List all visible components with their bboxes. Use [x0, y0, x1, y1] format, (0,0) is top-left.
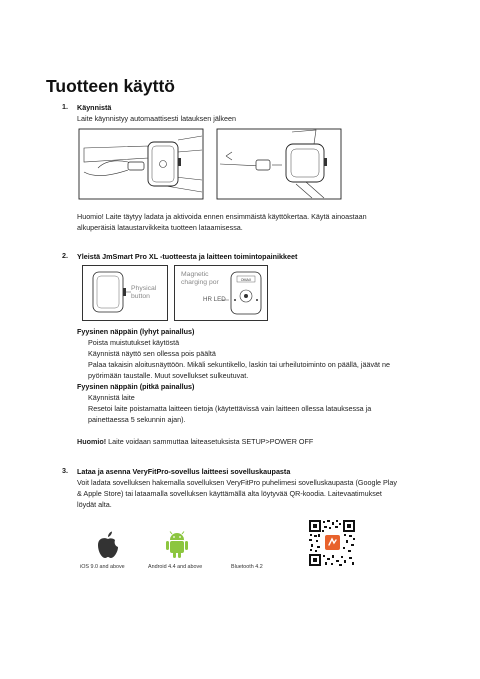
section-2-body [77, 326, 417, 447]
physical-label-line-2: button [131, 293, 150, 300]
section-3-line-1: Voit ladata sovelluksen hakemalla sovelluksen VeryFitPro puhelimesi sovelluskaupasta (Google Play [77, 478, 398, 487]
section-2-heading-wrap [77, 251, 297, 262]
section-1-number: 1. [62, 102, 68, 111]
section-3-number: 3. [62, 466, 68, 475]
section-3-heading: Lataa ja asenna VeryFitPro-sovellus laitteesi sovelluskaupasta [77, 467, 291, 476]
short-press-4: pyörimään taustalle. Muut sovellukset sulkeutuvat. [88, 371, 249, 380]
short-press-1: Poista muistutukset käytöstä [88, 338, 180, 347]
long-press-1: Käynnistä laite [88, 393, 135, 402]
android-requirement: Android 4.4 and above [148, 564, 203, 570]
chip-label: OMAX [240, 278, 252, 282]
physical-label-line-1: Physical [131, 285, 157, 292]
page-title: Tuotteen käyttö [46, 76, 175, 96]
short-press-2: Käynnistä näyttö sen ollessa pois päältä [88, 349, 216, 358]
section-3-line-3: löydät alta. [77, 500, 112, 509]
long-press-3: painettaessa 5 sekunnin ajan). [88, 415, 186, 424]
hr-led-label: HR LED [203, 296, 226, 303]
section-1-note-line-1: Huomio! Laite täytyy ladata ja aktivoida ennen ensimmäistä käyttökertaa. Käytä ainoastaan [77, 212, 367, 221]
charging-illustration-left [78, 128, 204, 200]
magnetic-label-line-1: Magnetic [181, 271, 209, 278]
android-logo-icon [164, 530, 190, 560]
section-2-note-text: Laite voidaan sammuttaa laiteasetuksista SETUP>POWER OFF [106, 437, 314, 446]
section-1 [77, 102, 236, 124]
charging-illustration-right [216, 128, 342, 200]
section-1-note [77, 211, 367, 233]
magnetic-label-line-2: charging por [181, 279, 219, 286]
section-1-heading: Käynnistä [77, 103, 112, 112]
section-3-line-2: & Apple Store) tai lataamalla sovelluksen käyttämällä alta löytyvää QR-koodia. Laitevaatimukset [77, 489, 382, 498]
apple-logo-icon [95, 530, 121, 560]
bluetooth-requirement: Bluetooth 4.2 [231, 564, 263, 570]
qr-code[interactable] [308, 519, 356, 567]
watch-back-drawing [175, 266, 267, 320]
watch-front-figure [82, 265, 168, 321]
ios-requirement: iOS 9.0 and above [80, 564, 125, 570]
section-2-note-bold: Huomio! [77, 437, 107, 446]
section-3 [77, 466, 397, 510]
watch-back-figure [174, 265, 268, 321]
long-press-2: Resetoi laite poistamatta laitteen tietoja (käytettävissä vain laitteen ollessa latauksessa ja [88, 404, 372, 413]
section-1-text: Laite käynnistyy automaattisesti latauksen jälkeen [77, 114, 237, 123]
short-press-3: Palaa takaisin aloitusnäyttöön. Mikäli sekuntikello, laskin tai urheilutoiminto on päällä, jäävät ne [88, 360, 391, 369]
section-2-heading: Yleistä JmSmart Pro XL -tuotteesta ja laitteen toimintopainikkeet [77, 252, 298, 261]
section-1-note-line-2: alkuperäisiä lataustarvikkeita tuotteen lataamisessa. [77, 223, 243, 232]
long-press-heading: Fyysinen näppäin (pitkä painallus) [77, 382, 195, 391]
section-2-number: 2. [62, 251, 68, 260]
section-2-note [77, 436, 417, 447]
short-press-heading: Fyysinen näppäin (lyhyt painallus) [77, 327, 195, 336]
physical-button-label [131, 285, 156, 301]
